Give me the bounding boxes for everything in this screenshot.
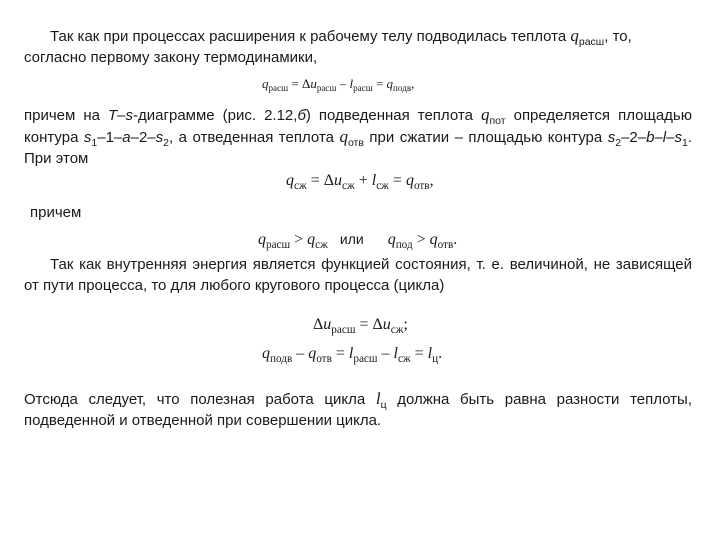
text-segment: . При этом	[24, 129, 692, 167]
symbol-q: q	[262, 76, 269, 91]
punctuation: ;	[403, 316, 408, 333]
symbol-q: q	[386, 76, 394, 91]
punctuation: .	[438, 345, 443, 362]
text-segment: причем	[30, 204, 82, 221]
symbol-s: s	[607, 129, 616, 146]
symbol-q: q	[429, 231, 438, 248]
operator: Δ	[313, 316, 324, 333]
subscript: сж	[376, 179, 389, 192]
text-segment: –	[654, 129, 663, 146]
formula-2	[286, 172, 434, 190]
subscript: расш	[578, 35, 605, 48]
subscript: 2	[163, 136, 169, 149]
operator: =	[388, 172, 406, 189]
symbol-q: q	[258, 231, 266, 248]
paragraph-1	[24, 25, 692, 68]
operator: =	[372, 76, 387, 91]
symbol-u: u	[382, 316, 391, 333]
subscript: подв	[393, 83, 412, 94]
text-segment: -диаграмме (рис. 2.12,	[133, 107, 298, 124]
formula-3	[258, 231, 457, 249]
punctuation: ,	[411, 76, 415, 91]
punctuation: ,	[429, 172, 434, 189]
subscript: расш	[268, 83, 289, 94]
operator: –	[336, 76, 350, 91]
symbol-q: q	[339, 127, 348, 146]
paragraph-4	[24, 254, 692, 296]
operator: +	[354, 172, 372, 189]
paragraph-1-line-1	[24, 25, 692, 47]
subscript: отв	[413, 179, 430, 192]
symbol-s: s	[83, 129, 92, 146]
subscript: под	[395, 238, 413, 251]
operator: = Δ	[355, 316, 383, 333]
symbol-u: u	[310, 76, 317, 91]
symbol-u: u	[323, 316, 332, 333]
point-a: a	[122, 129, 131, 146]
paragraph-1-line-2	[24, 47, 692, 68]
text-segment: –1–	[97, 129, 123, 146]
diagram-label: T–s	[108, 107, 134, 124]
figure-letter: б	[297, 107, 306, 124]
operator: =	[410, 345, 428, 362]
subscript: сж	[294, 179, 307, 192]
symbol-l: l	[349, 76, 354, 91]
symbol-l: l	[393, 345, 398, 362]
formula-1	[262, 76, 414, 92]
operator: = Δ	[306, 172, 335, 189]
text-segment: определяется площадью контура	[24, 107, 692, 146]
text-segment: Так как внутренняя энергия является функцией состояния, т. е. величиной, не зависящей от пути процесса, то для любого кругового процесса (цикла)	[24, 256, 692, 294]
subscript: ц	[380, 398, 387, 411]
formula-5	[262, 345, 442, 363]
symbol-q: q	[262, 345, 270, 362]
subscript: расш	[331, 323, 356, 336]
symbol-q: q	[307, 231, 316, 248]
paragraph-3	[30, 202, 698, 223]
symbol-u: u	[334, 172, 343, 189]
operator: >	[412, 231, 430, 248]
symbol-l: l	[427, 345, 433, 362]
text-segment: должна быть равна разности теплоты, подведенной и отведенной при совершении цикла.	[24, 391, 692, 429]
subscript: сж	[315, 238, 328, 251]
text-segment: Отсюда следует, что полезная работа цикла	[24, 391, 376, 408]
operator: =	[331, 345, 349, 362]
text-segment: –2–	[130, 129, 156, 146]
punctuation: .	[453, 231, 458, 248]
text-segment: причем на	[24, 107, 109, 124]
subscript: сж	[390, 323, 404, 336]
symbol-q: q	[387, 231, 396, 248]
subscript: 2	[615, 136, 622, 149]
subscript: расш	[353, 352, 378, 365]
formula-4	[313, 316, 408, 334]
subscript: пот	[489, 114, 506, 127]
subscript: отв	[316, 352, 332, 365]
subscript: 1	[91, 136, 98, 149]
point-l: l	[662, 129, 667, 146]
symbol-q: q	[286, 172, 294, 189]
symbol-q: q	[480, 105, 490, 124]
point-b: b	[646, 129, 655, 146]
subscript: расш	[316, 83, 337, 94]
paragraph-2	[24, 104, 692, 169]
text-segment: –	[666, 129, 675, 146]
subscript: отв	[437, 238, 454, 251]
symbol-s: s	[674, 129, 682, 146]
text-segment: , то,	[604, 28, 632, 45]
symbol-l: l	[371, 172, 377, 189]
symbol-l: l	[375, 389, 381, 408]
subscript: сж	[342, 179, 355, 192]
text-segment: ) подведенная теплота	[305, 107, 481, 124]
operator: >	[290, 231, 308, 248]
paragraph-5	[24, 388, 692, 431]
text-segment: при сжатии – площадью контура	[363, 129, 608, 146]
text-segment: , а отведенная теплота	[169, 129, 340, 146]
subscript: расш	[266, 238, 291, 251]
symbol-s: s	[155, 129, 164, 146]
subscript: расш	[353, 83, 373, 94]
operator: = Δ	[288, 76, 311, 91]
subscript: сж	[397, 352, 411, 365]
text-segment: согласно первому закону термодинамики,	[24, 49, 318, 66]
operator: –	[292, 345, 309, 362]
symbol-q: q	[308, 345, 317, 362]
symbol-q: q	[570, 26, 579, 45]
subscript: 1	[681, 136, 688, 149]
text-segment: Так как при процессах расширения к рабочему телу подводилась теплота	[50, 28, 571, 45]
operator: –	[377, 345, 394, 362]
subscript: ц	[432, 352, 439, 365]
symbol-q: q	[405, 172, 414, 189]
symbol-l: l	[348, 345, 354, 362]
subscript: отв	[347, 136, 364, 149]
text-segment: –2–	[621, 129, 647, 146]
conjunction: или	[339, 231, 364, 247]
subscript: подв	[270, 352, 293, 365]
